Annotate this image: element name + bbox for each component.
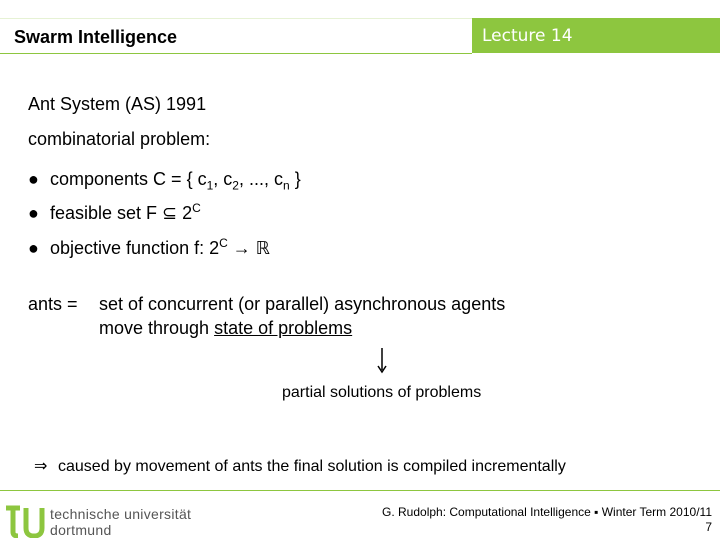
- ants-definition-line2: move through state of problems: [99, 318, 353, 338]
- slide-title: Ant System (AS) 1991: [28, 94, 207, 114]
- tu-logo-icon: [4, 502, 48, 538]
- bullet-components: ● components C = { $c_1$, $c_2$, ..., $c_n$ }: [28, 169, 301, 193]
- bullet-symbol: ●: [28, 169, 39, 189]
- bullet-symbol: ●: [28, 238, 39, 258]
- intro-text: combinatorial problem:: [28, 129, 211, 149]
- bullet-symbol: ●: [28, 203, 39, 223]
- header-title-bar: [0, 18, 472, 54]
- logo-line2: dortmund: [50, 522, 112, 538]
- ants-definition-line1: set of concurrent (or parallel) asynchronous agents: [99, 294, 506, 314]
- down-arrow-icon: [376, 348, 388, 374]
- implies-icon: ⇒: [34, 458, 48, 475]
- header-title: Swarm Intelligence: [14, 27, 178, 47]
- conclusion-text: ⇒ caused by movement of ants the final solution is compiled incrementally: [34, 458, 566, 475]
- slide-header: [0, 18, 720, 52]
- partial-solutions-text: partial solutions of problems: [282, 384, 482, 401]
- bullet-objective-function: ● objective function f: $2^C$ → ℝ: [28, 236, 271, 258]
- tu-dortmund-logo: [0, 500, 200, 540]
- lecture-label: Lecture 14: [482, 26, 573, 46]
- ants-label: ants =: [28, 294, 78, 314]
- header-lecture-bar: [472, 18, 720, 53]
- logo-line1: technische universität: [50, 506, 192, 522]
- footer-credit: G. Rudolph: Computational Intelligence ▪ Winter Term 2010/11 7: [382, 505, 712, 534]
- state-of-problems: state of problems: [214, 318, 353, 338]
- page-number: 7: [705, 520, 712, 534]
- footer-divider: [0, 490, 720, 491]
- bullet-feasible-set: ● feasible set F ⊆ $2^C$: [28, 201, 201, 223]
